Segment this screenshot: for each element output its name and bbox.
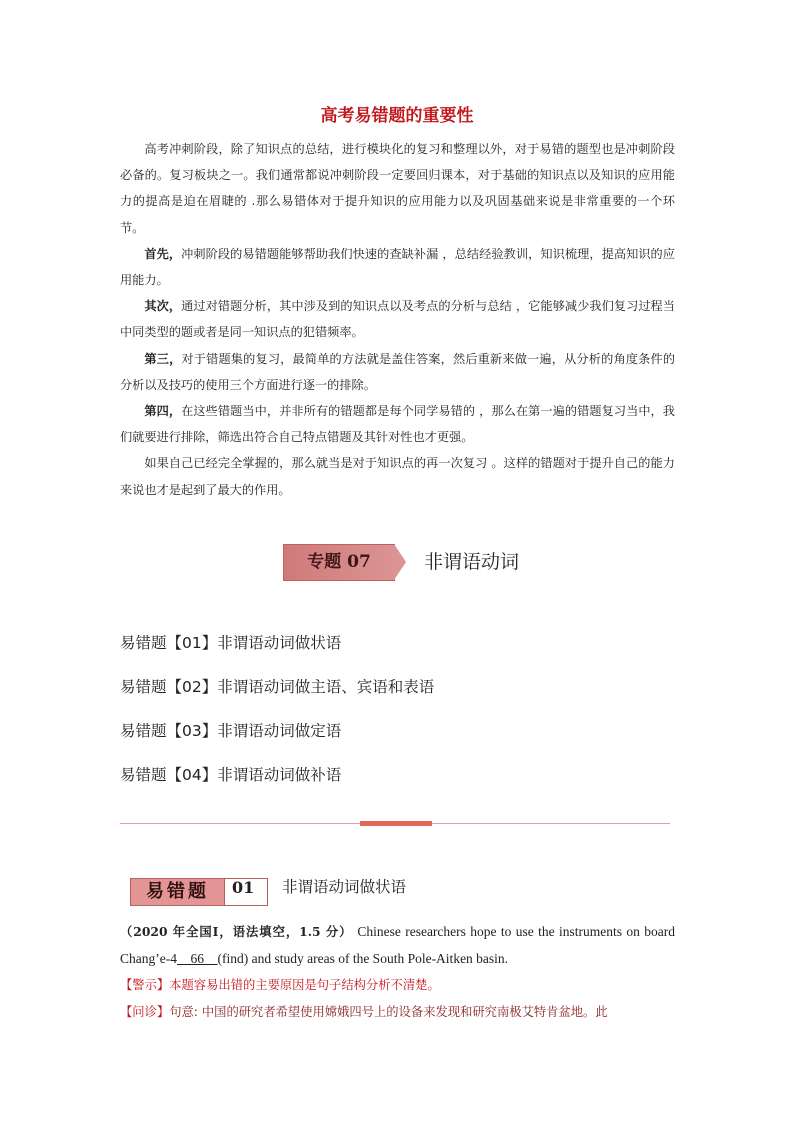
intro-paragraph-6: 如果自己已经完全掌握的，那么就当是对于知识点的再一次复习 。这样的错题对于提升自己的能力来说也才是起到了最大的作用。 [120,456,675,497]
intro-paragraph-3 [120,293,675,345]
intro-paragraph-2 [120,241,675,293]
page-title: 高考易错题的重要性 [320,106,474,126]
problem-text-after: (find) and study areas of the South Pole-Aitken basin. [217,950,509,966]
warning-tag: 【警示】 [120,978,170,992]
diagnosis-tag: 【问诊】 [120,1004,170,1019]
paragraph-lead: 第四， [144,404,182,419]
problem-statement [120,919,675,972]
diagnosis-line [120,999,675,1026]
topic-title: 非谓语动词 [424,551,520,573]
section-header-box [130,878,268,906]
banner-arrow-tip [394,544,406,580]
warning-line [120,972,675,999]
topic-banner [283,544,408,581]
toc-item-04: 易错题【04】非谓语动词做补语 [120,766,342,784]
intro-paragraph-5 [120,398,675,450]
paragraph-lead: 其次， [144,299,182,314]
intro-paragraph-4 [120,346,675,398]
paragraph-lead: 首先， [144,246,182,261]
section-divider-accent [360,821,432,826]
toc-item-01: 易错题【01】非谓语动词做状语 [120,634,342,652]
problem-source: （2020 年全国Ⅰ，语法填空，1.5 分） [120,924,353,939]
problem-text-before: Chinese researchers hope to use the instruments on board Chang’e-4 [120,924,675,966]
problem-block [120,919,675,1025]
section-title: 非谓语动词做状语 [282,878,407,896]
diagnosis-text: 句意: 中国的研究者希望使用嫦娥四号上的设备来发现和研究南极艾特肯盆地。此 [169,1004,608,1019]
toc-list [120,632,434,808]
problem-blank [177,951,218,966]
blank-number: 66 [190,950,204,966]
section-label: 易错题 [130,878,225,906]
paragraph-text: 对于错题集的复习，最简单的方法就是盖住答案，然后重新来做一遍，从分析的角度条件的分析以及技巧的使用三个方面进行逐一的排除。 [120,351,676,392]
toc-item-02: 易错题【02】非谓语动词做主语、宾语和表语 [120,678,435,696]
paragraph-lead: 第三， [144,351,182,366]
section-number: 01 [225,878,268,906]
paragraph-text: 冲刺阶段的易错题能够帮助我们快速的查缺补漏 ，总结经验教训，知识梳理，提高知识的应用能力。 [120,246,675,288]
toc-item-03: 易错题【03】非谓语动词做定语 [120,722,342,740]
intro-section [120,136,675,503]
topic-label: 专题 07 [283,544,395,581]
paragraph-text: 通过对错题分析，其中涉及到的知识点以及考点的分析与总结 ，它能够减少我们复习过程当中同类型的题或者是同一知识点的犯错频率。 [120,299,675,340]
warning-text: 本题容易出错的主要原因是句子结构分析不清楚。 [169,978,440,992]
intro-paragraph-1: 高考冲刺阶段，除了知识点的总结，进行模块化的复习和整理以外，对于易错的题型也是冲刺阶段必备的。复习板块之一。我们通常都说冲刺阶段一定要回归课本，对于基础的知识点以及知识的应用能力的提高是迫在眉睫的 .那么易错体对于提升知识的应用能力以及巩固基础来说是非常重要的一个环节。 [120,142,675,235]
paragraph-text: 在这些错题当中，并非所有的错题都是每个同学易错的 ，那么在第一遍的错题复习当中，我们就要进行排除，筛选出符合自己特点错题及其针对性也才更强。 [120,404,675,445]
